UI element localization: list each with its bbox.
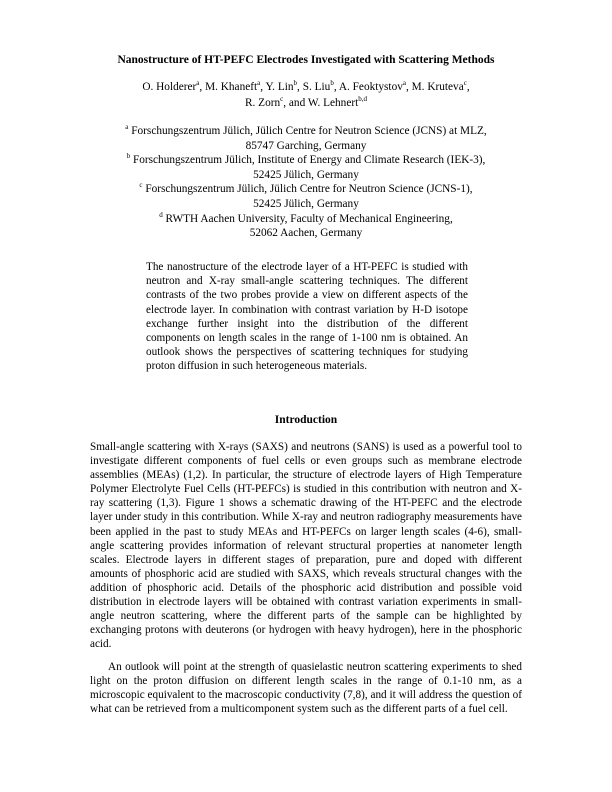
affiliation-institution: Forschungszentrum Jülich, Institute of Energy and Climate Research (IEK-3), — [132, 154, 486, 167]
affiliation-a — [96, 124, 516, 153]
body-paragraph: Small-angle scattering with X-rays (SAXS) and neutrons (SANS) is used as a powerful tool to investigate different components of fuel cells or even groups such as membrane electrode assemblies (MEAs) (1,2). In particular, the structure of electrode layers of High Temperature Polymer Electrolyte Fuel Cells (HT-PEFCs) is studied in this contribution with neutron and X-ray scattering (1,3). Figure 1 shows a schematic drawing of the HT-PEFC and the electrode layer under study in this contribution. While X-ray and neutron radiography measurements have been applied in the past to study MEAs and HT-PEFCs on larger length scales (4-6), small-angle scattering provides information of relevant structural properties at nanometer length scales. Electrode layers in different stages of preparation, pure and doped with different amounts of phosphoric acid are studied with SAXS, which reveals structural changes with the addition of phosphoric acid. Details of the phosphoric acid distribution and possible void distribution in electrode layers will be obtained with contrast variation experiments in small-angle neutron scattering, where the different parts of the sample can be highlighted by exchanging protons with deuterons (or hydrogen with heavy hydrogen), here in the phosphoric acid. — [90, 441, 522, 651]
section-heading: Introduction — [274, 414, 338, 426]
author-affiliation-mark: a — [257, 79, 261, 88]
affiliation-mark: c — [139, 181, 143, 190]
affiliation-b — [96, 153, 516, 182]
author-name: M. Kruteva — [411, 81, 464, 93]
author-name: W. Lehnert — [307, 97, 359, 109]
affiliation-c — [96, 182, 516, 211]
author-list — [96, 79, 516, 111]
affiliation-institution: RWTH Aachen University, Faculty of Mechanical Engineering, — [165, 212, 453, 225]
author-line-1: O. Holderer$^a$, M. Khaneft$^a$, Y. Lin$^b$, S. Liu$^b$, A. Feoktystov$^a$, M. Kruteva$^c$, — [142, 79, 470, 93]
author-affiliation-mark: a — [196, 79, 200, 88]
affiliation-mark: d — [159, 210, 163, 219]
affiliation-address: 52425 Jülich, Germany — [253, 168, 359, 181]
author-affiliation-mark: b — [330, 79, 334, 88]
author-affiliation-mark: a — [402, 79, 406, 88]
affiliation-list — [96, 124, 516, 241]
author-name: M. Khaneft — [205, 81, 258, 93]
affiliation-institution: Forschungszentrum Jülich, Jülich Centre for Neutron Science (JCNS-1), — [145, 183, 473, 196]
author-name: Y. Lin — [265, 81, 294, 93]
author-conjunction: and — [288, 97, 306, 109]
affiliation-institution: Forschungszentrum Jülich, Jülich Centre for Neutron Science (JCNS) at MLZ, — [131, 125, 487, 137]
affiliation-address: 52062 Aachen, Germany — [249, 227, 363, 240]
author-affiliation-mark: c — [463, 79, 467, 88]
affiliation-address: 85747 Garching, Germany — [245, 139, 367, 152]
author-affiliation-mark: b,d — [358, 95, 367, 104]
body-paragraph: An outlook will point at the strength of quasielastic neutron scattering experiments to shed light on the proton diffusion on different length scales in the range of 0.1-10 nm, as a microscopic equivalent to the macroscopic conductivity (7,8), and it will address the question of what can be retrieved from a multicomponent system such as the different parts of a fuel cell. — [90, 661, 522, 716]
author-affiliation-mark: b — [293, 79, 298, 88]
author-affiliation-mark: c — [280, 95, 284, 104]
affiliation-address: 52425 Jülich, Germany — [253, 197, 359, 210]
author-name: O. Holderer — [142, 81, 197, 93]
author-name: S. Liu — [302, 81, 331, 93]
affiliation-mark: a — [125, 123, 129, 132]
author-line-2: R. Zorn$^c$, and W. Lehnert$^{b,d}$ — [244, 95, 367, 109]
affiliation-d — [96, 212, 516, 241]
author-name: R. Zorn — [244, 97, 281, 109]
abstract: The nanostructure of the electrode layer of a HT-PEFC is studied with neutron and X-ray small-angle scattering techniques. The different contrasts of the two probes provide a view on different aspects of the electrode layer. In combination with contrast variation by H-D isotope exchange further insight into the distribution of the different components on length scales in the range of 1-100 nm is obtained. An outlook shows the perspectives of scattering techniques for studying proton diffusion in such heterogeneous materials. — [146, 261, 468, 373]
paper-title: Nanostructure of HT-PEFC Electrodes Investigated with Scattering Methods — [117, 54, 495, 66]
affiliation-mark: b — [126, 152, 131, 161]
author-name: A. Feoktystov — [338, 81, 403, 93]
